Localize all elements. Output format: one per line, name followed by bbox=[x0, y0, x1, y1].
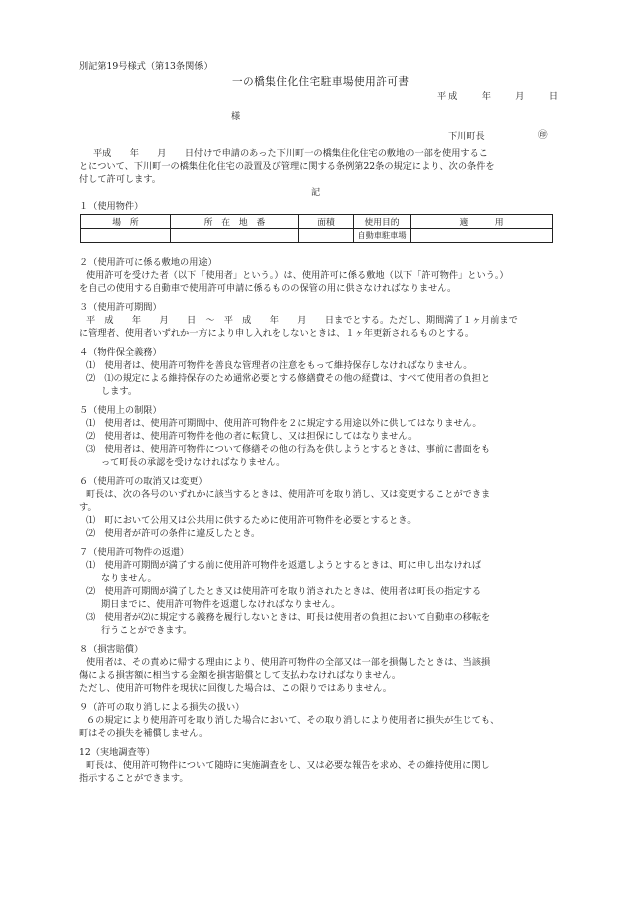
section-heading: １（使用物件） bbox=[79, 201, 144, 212]
section-heading: 12（実地調査等） bbox=[79, 747, 156, 758]
section-heading: ５（使用上の制限） bbox=[79, 405, 162, 416]
section-heading: ３（使用許可期間） bbox=[79, 302, 162, 313]
section-line: を自己の使用する自動車で使用許可申請に係るものの保管の用に供さなければなりません。 bbox=[79, 283, 457, 294]
section-line: 町はその損失を補償しません。 bbox=[79, 728, 209, 739]
seal-mark: ㊞ bbox=[538, 130, 548, 141]
section-line: す。 bbox=[79, 502, 97, 513]
section-line: 期日までに、使用許可物件を返還しなければなりません。 bbox=[101, 599, 341, 610]
ki-label: 記 bbox=[311, 187, 321, 198]
section-line: ⑵ 使用者が許可の条件に違反したとき。 bbox=[86, 528, 261, 539]
issuer-name: 下川町長 bbox=[448, 131, 485, 142]
intro-line: 平成 年 月 日付けで申請のあった下川町一の橋集住化住宅の敷地の一部を使用するこ bbox=[93, 148, 488, 159]
section-line: ６の規定により使用許可を取り消した場合において、その取り消しにより使用者に損失が生じても、 bbox=[86, 715, 500, 726]
table-cell: 自動車駐車場 bbox=[354, 229, 411, 243]
section-line: 使用者は、その責めに帰する理由により、使用許可物件の全部又は一部を損傷したときは、当該損 bbox=[86, 657, 491, 668]
addressee-suffix: 様 bbox=[231, 111, 241, 122]
section-line: ⑵ 使用者は、使用許可物件を他の者に転貸し、又は担保にしてはなりません。 bbox=[86, 431, 418, 442]
section-line: 使用許可を受けた者（以下「使用者」という。）は、使用許可に係る敷地（以下「許可物件」という。） bbox=[86, 270, 509, 281]
section-line: 傷による損害額に相当する金額を損害賠償として支払わなければなりません。 bbox=[79, 670, 402, 681]
section-line: ⑴ 使用者は、使用許可期間中、使用許可物件を２に規定する用途以外に供してはなりません。 bbox=[86, 418, 482, 429]
section-line: なりません。 bbox=[101, 573, 157, 584]
section-line: ⑶ 使用者は、使用許可物件について修繕その他の行為を供しようとするときは、事前に書面をも bbox=[86, 444, 491, 455]
section-line: ただし、使用許可物件を現状に回復した場合は、この限りではありません。 bbox=[79, 683, 392, 694]
section-line: します。 bbox=[101, 386, 138, 397]
issue-date: 平成 年 月 日 bbox=[437, 91, 561, 102]
section-line: ⑵ ⑴の規定による維持保存のため通常必要とする修繕費その他の経費は、すべて使用者の負担と bbox=[86, 373, 491, 384]
table-row bbox=[81, 229, 553, 243]
section-line: 行うことができます。 bbox=[101, 625, 193, 636]
section-line: ⑵ 使用許可期間が満了したとき又は使用許可を取り消されたときは、使用者は町長の指定する bbox=[86, 586, 482, 597]
section-heading: ８（損害賠償） bbox=[79, 644, 144, 655]
section-line: に管理者、使用者いずれか一方により申し入れをしないときは、１ヶ年更新されるものとする。 bbox=[79, 328, 475, 339]
table-header-row bbox=[81, 215, 553, 229]
section-line: 町長は、次の各号のいずれかに該当するときは、使用許可を取り消し、又は変更することができま bbox=[86, 489, 491, 500]
section-line: ⑴ 使用許可期間が満了する前に使用許可物件を返還しようとするときは、町に申し出なければ bbox=[86, 560, 482, 571]
section-heading: ６（使用許可の取消又は変更） bbox=[79, 476, 208, 487]
intro-line: とについて、下川町一の橋集住化住宅の設置及び管理に関する条例第22条の規定により、次の条件を bbox=[79, 161, 495, 172]
section-line: って町長の承認を受けなければなりません。 bbox=[101, 457, 286, 468]
table-header-cell: 使用目的 bbox=[354, 215, 411, 229]
table-cell bbox=[411, 229, 553, 243]
intro-line: 付して許可します。 bbox=[79, 174, 161, 185]
section-line: 平 成 年 月 日 ～ 平 成 年 月 日までとする。ただし、期間満了１ヶ月前まで bbox=[86, 315, 518, 326]
section-heading: ９（許可の取り消しによる損失の扱い） bbox=[79, 702, 245, 713]
table-header-cell: 所 在 地 番 bbox=[171, 215, 299, 229]
document-title: 一の橋集住化住宅駐車場使用許可書 bbox=[232, 76, 410, 88]
table-cell bbox=[171, 229, 299, 243]
section-line: ⑶ 使用者が⑵に規定する義務を履行しないときは、町長は使用者の負担において自動車の移転を bbox=[86, 612, 491, 623]
section-line: ⑴ 町において公用又は公共用に供するために使用許可物件を必要とするとき。 bbox=[86, 515, 417, 526]
property-table bbox=[80, 214, 553, 243]
table-cell bbox=[81, 229, 171, 243]
table-header-cell: 面積 bbox=[299, 215, 354, 229]
form-header: 別記第19号様式（第13条関係） bbox=[79, 61, 213, 72]
section-line: 町長は、使用許可物件について随時に実施調査をし、又は必要な報告を求め、その維持使用に関し bbox=[86, 760, 490, 771]
section-heading: ４（物件保全義務） bbox=[79, 347, 162, 358]
table-header-cell: 適 用 bbox=[411, 215, 553, 229]
section-line: ⑴ 使用者は、使用許可物件を善良な管理者の注意をもって維持保存しなければなりません。 bbox=[86, 360, 473, 371]
table-header-cell: 場 所 bbox=[81, 215, 171, 229]
section-line: 指示することができます。 bbox=[79, 773, 189, 784]
section-heading: ７（使用許可物件の返還） bbox=[79, 547, 190, 558]
section-heading: ２（使用許可に係る敷地の用途） bbox=[79, 257, 217, 268]
table-cell bbox=[299, 229, 354, 243]
